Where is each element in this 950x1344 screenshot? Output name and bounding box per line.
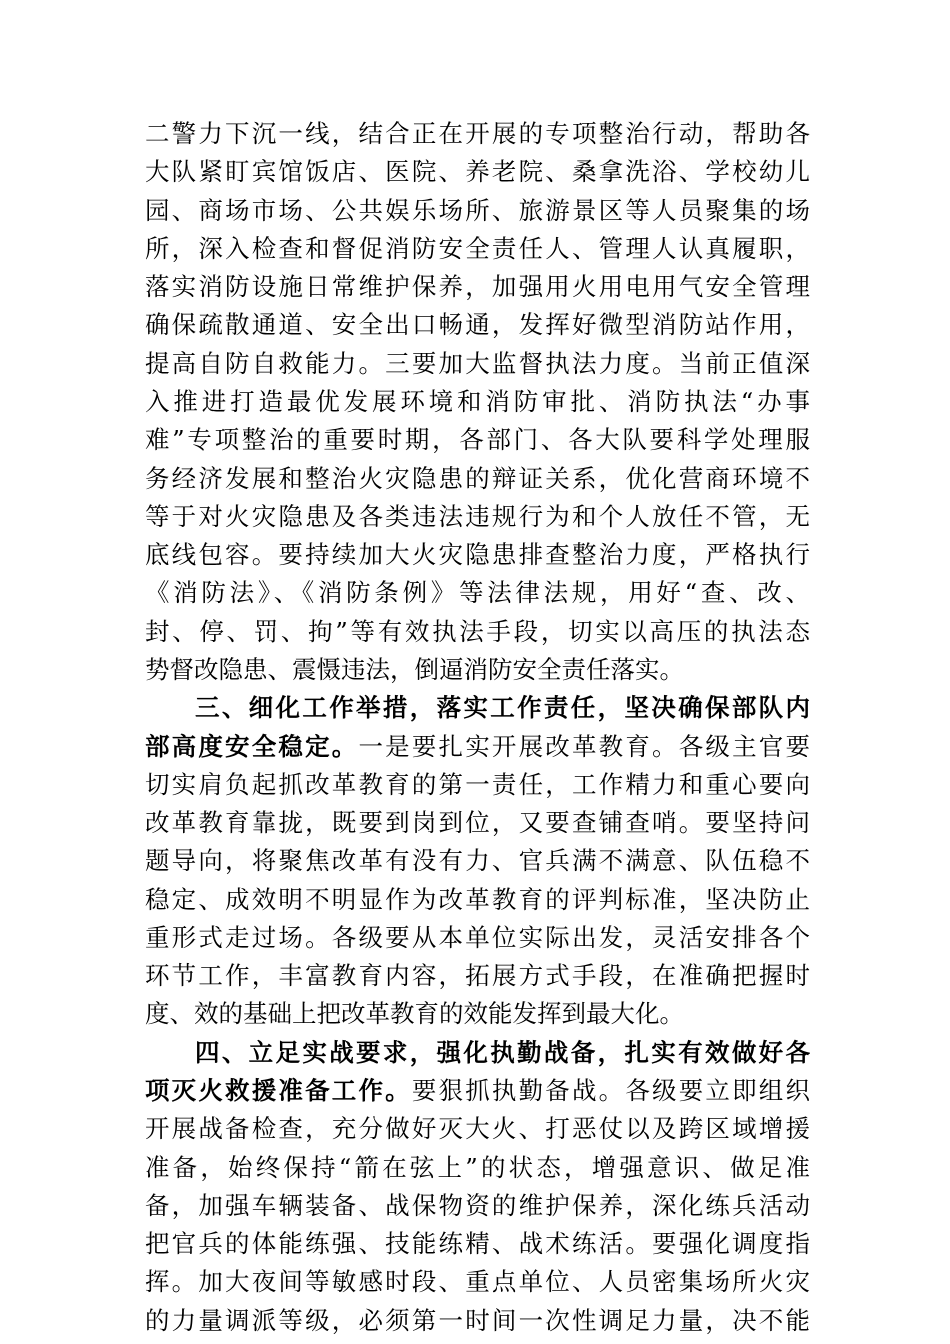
- document-page: [145, 0, 810, 1344]
- section-3-heading-line-2: [145, 728, 810, 766]
- text-line: 大队紧盯宾馆饭店、医院、养老院、桑拿洗浴、学校幼儿: [145, 157, 810, 187]
- text-line: 开展战备检查，充分做好灭大火、打恶仗以及跨区域增援: [145, 1114, 810, 1144]
- text-line: 所，深入检查和督促消防安全责任人、管理人认真履职，: [145, 233, 810, 263]
- text-line: 提高自防自救能力。三要加大监督执法力度。当前正值深: [145, 348, 810, 378]
- section-3-heading: 三、细化工作举措，落实工作责任，坚决确保部队内: [195, 693, 810, 723]
- text-line: 稳定、成效明不明显作为改革教育的评判标准，坚决防止: [145, 884, 810, 914]
- text-line: 务经济发展和整治火灾隐患的辩证关系，优化营商环境不: [145, 463, 810, 493]
- text-line: 园、商场市场、公共娱乐场所、旅游景区等人员聚集的场: [145, 195, 810, 225]
- text-line: 题导向，将聚焦改革有没有力、官兵满不满意、队伍稳不: [145, 846, 810, 876]
- text-line: 重形式走过场。各级要从本单位实际出发，灵活安排各个: [145, 922, 810, 952]
- text-line: 底线包容。要持续加大火灾隐患排查整治力度，严格执行: [145, 540, 810, 570]
- text-line: 备，加强车辆装备、战保物资的维护保养，深化练兵活动: [145, 1190, 810, 1220]
- text-line: 《消防法》、《消防条例》等法律法规，用好“查、改、: [145, 578, 810, 608]
- text-line: 封、停、罚、拘”等有效执法手段，切实以高压的执法态: [145, 616, 810, 646]
- text-line: 等于对火灾隐患及各类违法违规行为和个人放任不管，无: [145, 501, 810, 531]
- text-line: 势督改隐患、震慑违法，倒逼消防安全责任落实。: [145, 654, 684, 684]
- text-line: 准备，始终保持“箭在弦上”的状态，增强意识、做足准: [145, 1152, 810, 1182]
- text-line: 二警力下沉一线，结合正在开展的专项整治行动，帮助各: [145, 119, 810, 148]
- section-3-lead-text: 一是要扎实开展改革教育。各级主官要: [358, 731, 810, 761]
- text-line: 确保疏散通道、安全出口畅通，发挥好微型消防站作用，: [145, 310, 810, 340]
- section-4-heading: 四、立足实战要求，强化执勤战备，扎实有效做好各: [195, 1037, 810, 1067]
- text-line: 落实消防设施日常维护保养，加强用火用电用气安全管理: [145, 272, 810, 302]
- text-line: 把官兵的体能练强、技能练精、战术练活。要强化调度指: [145, 1229, 810, 1259]
- text-line: 改革教育靠拢，既要到岗到位，又要查铺查哨。要坚持问: [145, 808, 810, 838]
- section-4-heading-tail: 项灭火救援准备工作。: [145, 1076, 412, 1106]
- text-line: 切实肩负起抓改革教育的第一责任，工作精力和重心要向: [145, 769, 810, 799]
- text-line: 难”专项整治的重要时期，各部门、各大队要科学处理服: [145, 425, 810, 455]
- section-3-heading-tail: 部高度安全稳定。: [145, 731, 359, 761]
- section-4-lead-text: 要狠抓执勤备战。各级要立即组织: [411, 1076, 810, 1106]
- text-line: 的力量调派等级，必须第一时间一次性调足力量，决不能: [145, 1305, 810, 1335]
- text-line: 入推进打造最优发展环境和消防审批、消防执法“办事: [145, 386, 810, 416]
- text-line: 挥。加大夜间等敏感时段、重点单位、人员密集场所火灾: [145, 1267, 810, 1297]
- text-line: 环节工作，丰富教育内容，拓展方式手段，在准确把握时: [145, 961, 810, 991]
- section-4-heading-line-2: [145, 1072, 810, 1110]
- text-line: 度、效的基础上把改革教育的效能发挥到最大化。: [145, 999, 684, 1029]
